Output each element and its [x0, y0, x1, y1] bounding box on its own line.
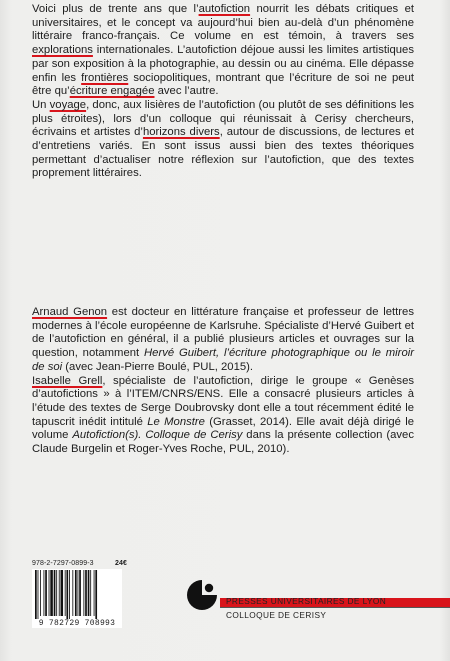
barcode-icon: [32, 569, 122, 619]
text-run: (Grasset, 2014). Elle avait déjà dirigé le volume: [32, 415, 415, 442]
bio-isabelle-grell: [32, 375, 414, 457]
highlighted-word: frontières: [81, 71, 129, 84]
highlighted-word: écriture engagée: [69, 85, 155, 98]
text-run: , autour de discussions, de lectures et d’entretiens variés. En sont issus aussi bien des textes théoriques permettant d’actualiser notre réflexion sur l’autofiction, que des textes proprement littéraires.: [32, 126, 414, 180]
highlighted-word: horizons divers: [142, 126, 220, 139]
author-bios: [32, 306, 414, 457]
price: 24€: [115, 560, 127, 567]
text-run: , spécialiste de l’autofiction, dirige le groupe « Genèses d’autofictions » à l’ITEM/CNRS/ENS. Elle a consacré plusieurs articles à l’étude des textes de Serge Doubrovsky dont elle a tout récemment édité le tapuscrit inédit intitulé: [32, 374, 415, 428]
publisher-logo-icon: [186, 579, 218, 611]
highlighted-word: autofiction: [198, 3, 251, 15]
highlighted-word: voyage: [49, 98, 87, 111]
bio-arnaud-genon: [32, 306, 414, 375]
book-title: Autofiction(s). Colloque de Cerisy: [72, 429, 243, 442]
text-run: Voici plus de trente ans que l’: [32, 3, 199, 15]
text-run: Un: [32, 98, 50, 111]
text-run: sociopolitiques, montrant que l’écriture de soi ne peut être qu’: [32, 71, 415, 98]
isbn-line: [32, 560, 127, 568]
intro-text: [32, 3, 414, 181]
intro-paragraph-1: [32, 3, 414, 99]
divider: [220, 607, 450, 608]
book-title: Hervé Guibert, l’écriture photographique ou le miroir de soi: [32, 347, 414, 373]
text-run: est docteur en littérature française et professeur de lettres modernes à l’école européenne de Karlsruhe. Spécialiste d’Hervé Guibert et de l’autofiction en général, il a publié plusieurs articles et ouvrages sur la question, notamment: [32, 306, 414, 360]
barcode-block: [32, 560, 127, 628]
collection-name: COLLOQUE DE CERISY: [226, 610, 327, 620]
intro-paragraph-2: [32, 99, 414, 181]
text-run: (avec Jean-Pierre Boulé, PUL, 2015).: [62, 360, 254, 373]
isbn-number: 978-2-7297-0899-3: [32, 560, 94, 567]
text-run: dans la présente collection (avec Claude Burgelin et Roger-Yves Roche, PUL, 2010).: [32, 429, 414, 456]
text-run: nourrit les débats critiques et universitaires, et le concept va aujourd’hui bien au-delà d’un phénomène littéraire franco-français. Ce volume en est témoin, à travers ses: [32, 3, 414, 43]
author-name: Isabelle Grell: [32, 374, 103, 387]
book-title: Le Monstre: [147, 415, 205, 428]
barcode-digits: 9 782729 708993: [32, 619, 122, 628]
text-run: internationales. L’autofiction déjoue aussi les limites artistiques par son exposition à la photographie, au dessin ou au cinéma. Elle dépasse enfin les: [32, 44, 414, 84]
author-name: Arnaud Genon: [32, 306, 108, 318]
highlighted-word: explorations: [32, 44, 93, 57]
publisher-name: PRESSES UNIVERSITAIRES DE LYON: [226, 596, 387, 606]
text-run: avec l’autre.: [154, 85, 219, 98]
text-run: , donc, aux lisières de l’autofiction (ou plutôt de ses définitions les plus étroites), lors d’un colloque qui réunissait à Cerisy chercheurs, écrivains et artistes d’: [32, 98, 414, 139]
